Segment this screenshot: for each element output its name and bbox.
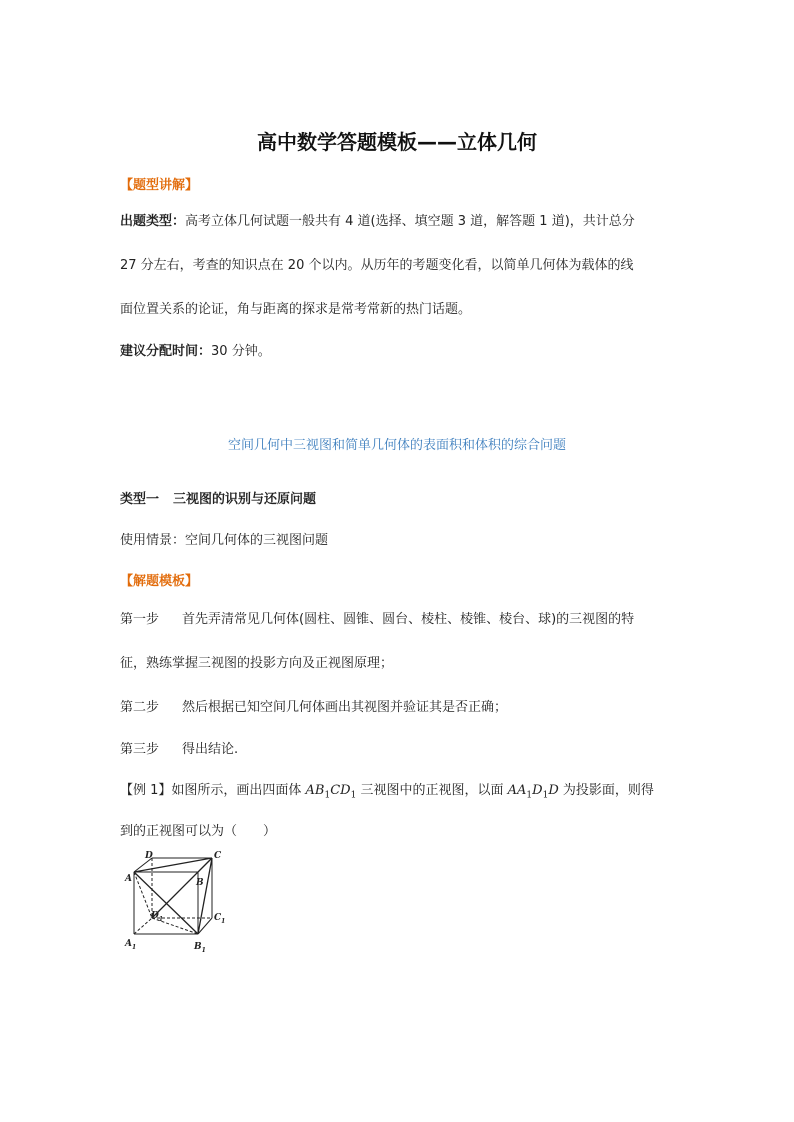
projection-face-name: $AA_1D_1D$ — [507, 783, 559, 801]
hidden-edge-A1-D1 — [134, 918, 152, 934]
time-line — [120, 340, 680, 359]
question-type-text-1: 高考立体几何试题一般共有 4 道(选择、填空题 3 道，解答题 1 道)，共计总分 — [185, 214, 635, 229]
usage-line: 使用情景：空间几何体的三视图问题 — [120, 533, 329, 548]
question-type-line-2: 27 分左右，考查的知识点在 20 个以内。从历年的考题变化看，以简单几何体为载体的线 — [120, 258, 634, 273]
example-prefix: 【例 1】如图所示，画出四面体 — [120, 783, 302, 798]
page-title: 高中数学答题模板——立体几何 — [257, 130, 537, 154]
example-suffix: 为投影面，则得 — [562, 783, 654, 798]
step-2-label: 第二步 — [120, 700, 160, 715]
step-1-text-1: 首先弄清常见几何体(圆柱、圆锥、圆台、棱柱、棱锥、棱台、球)的三视图的特 — [182, 612, 635, 627]
example-line-2: 到的正视图可以为（ ） — [120, 824, 277, 839]
hidden-edge-A-D1 — [134, 872, 152, 918]
example-mid: 三视图中的正视图，以面 — [360, 783, 504, 798]
section-tag-explain: 【题型讲解】 — [120, 178, 199, 193]
step-1-label: 第一步 — [120, 612, 160, 627]
time-label: 建议分配时间： — [120, 344, 212, 359]
time-value: 30 分钟。 — [211, 344, 271, 359]
step-1-line-2: 征，熟练掌握三视图的投影方向及正视图原理； — [120, 656, 394, 671]
question-type-paragraph — [120, 200, 680, 332]
label-D: D — [145, 851, 153, 861]
cube-figure — [118, 848, 230, 954]
step-3-text: 得出结论. — [182, 742, 239, 757]
tetrahedron-name: $AB_1CD_1$ — [305, 783, 357, 801]
question-type-label: 出题类型： — [120, 214, 186, 229]
label-B: B — [196, 878, 204, 888]
step-2-line — [120, 696, 680, 715]
step-3-label: 第三步 — [120, 742, 160, 757]
type-one-title: 三视图的识别与还原问题 — [173, 492, 317, 507]
step-1-line-1 — [120, 598, 680, 642]
example-line-1 — [120, 779, 680, 801]
step-3-line — [120, 738, 680, 757]
label-B1: $B_1$ — [194, 942, 206, 954]
section-tag-template: 【解题模板】 — [120, 574, 199, 589]
label-A1: $A_1$ — [125, 939, 137, 951]
label-A: A — [125, 874, 132, 884]
question-type-line-1 — [120, 200, 680, 244]
label-C1: $C_1$ — [214, 913, 226, 925]
step-1-paragraph — [120, 598, 680, 686]
section-subheading: 空间几何中三视图和简单几何体的表面积和体积的综合问题 — [227, 438, 566, 453]
label-D1: $D_1$ — [151, 911, 163, 923]
label-C: C — [214, 851, 222, 861]
step-2-text: 然后根据已知空间几何体画出其视图并验证其是否正确； — [182, 700, 508, 715]
type-one-heading — [120, 488, 316, 507]
question-type-line-3: 面位置关系的论证，角与距离的探求是常考常新的热门话题。 — [120, 302, 472, 317]
type-one-label: 类型一 — [120, 492, 160, 507]
